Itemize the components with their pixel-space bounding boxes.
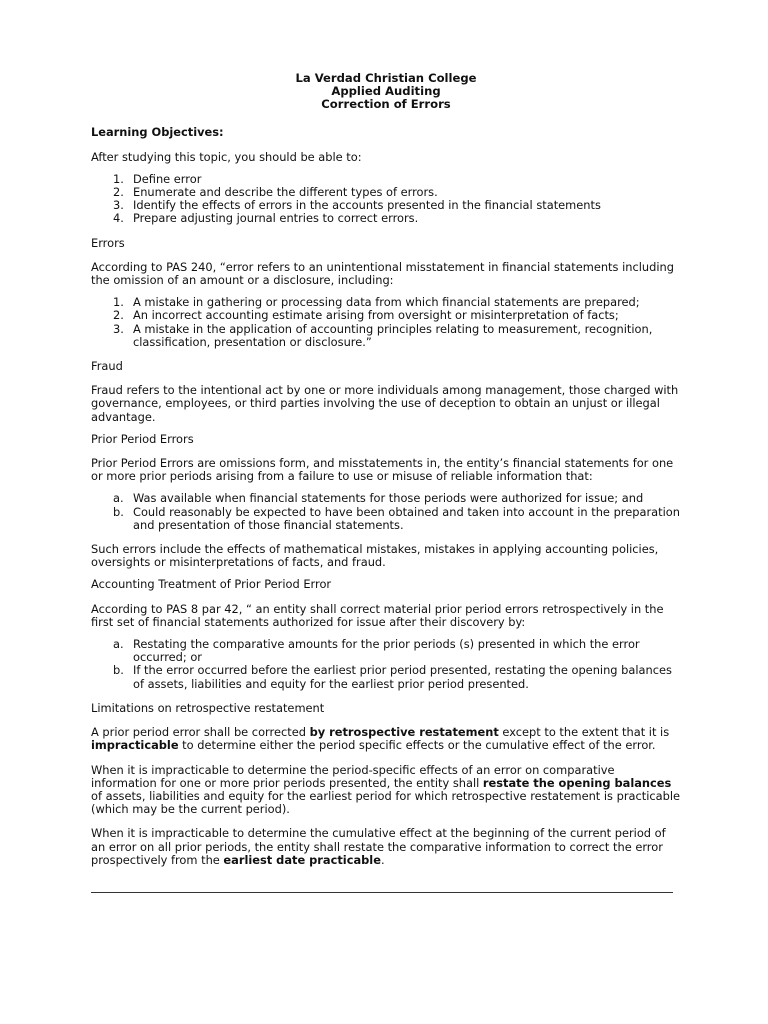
errors-paragraph: According to PAS 240, “error refers to an unintentional misstatement in financial statements including the omission of an amount or a disclosure, including: [91, 259, 674, 288]
list-item: 2. Enumerate and describe the different types of errors. [113, 185, 438, 199]
prior-paragraph-2: Such errors include the effects of mathematical mistakes, mistakes in applying accounting policies, oversights or misinterpretations of facts, and fraud. [91, 542, 659, 570]
prior-heading: Prior Period Errors [91, 431, 194, 446]
treatment-heading: Accounting Treatment of Prior Period Error [91, 577, 332, 592]
prior-paragraph: Prior Period Errors are omissions form, and misstatements in, the entity’s financial statements for one or more prior periods arising from a failure to use or misuse of reliable information that: [91, 456, 674, 484]
list-item: 1. Define error [113, 171, 202, 186]
limitations-paragraph-3: When it is impracticable to determine the cumulative effect at the beginning of the current period of an error on all prior periods, the entity shall restate the comparative information to correct the error prospectively from the earliest date practicable. [91, 826, 666, 867]
list-item: a. Restating the comparative amounts for the prior periods (s) presented in which the error occurred; or [113, 637, 640, 665]
fraud-paragraph: Fraud refers to the intentional act by one or more individuals among management, those charged with governance, employees, or third parties involving the use of deception to obtain an unjust or illegal advantage. [91, 383, 679, 424]
fraud-heading: Fraud [91, 359, 123, 374]
list-item: 3. A mistake in the application of accounting principles relating to measurement, recognition, classification, presentation or disclosure.” [113, 321, 653, 349]
document-body [91, 72, 681, 893]
list-item: 2. An incorrect accounting estimate arising from oversight or misinterpretation of facts; [113, 308, 619, 323]
limitations-heading: Limitations on retrospective restatement [91, 700, 325, 715]
errors-heading: Errors [91, 235, 125, 250]
list-item: 4. Prepare adjusting journal entries to correct errors. [113, 211, 419, 226]
list-item: 1. A mistake in gathering or processing data from which financial statements are prepared; [113, 295, 640, 310]
prior-list [91, 492, 681, 532]
objectives-intro: After studying this topic, you should be able to: [91, 149, 362, 164]
topic-title: Correction of Errors [321, 96, 451, 111]
treatment-list [91, 638, 681, 691]
objectives-heading: Learning Objectives: [91, 125, 224, 140]
end-divider [91, 878, 673, 893]
list-item: a. Was available when financial statements for those periods were authorized for issue; and [113, 491, 644, 506]
college-name: La Verdad Christian College [295, 71, 477, 85]
treatment-paragraph: According to PAS 8 par 42, “ an entity shall correct material prior period errors retrospectively in the first set of financial statements authorized for issue after their discovery by: [91, 601, 664, 629]
list-item: b. Could reasonably be expected to have been obtained and taken into account in the preparation and presentation of those financial statements. [113, 504, 680, 532]
list-item: b. If the error occurred before the earliest prior period presented, restating the opening balances of assets, liabilities and equity for the earliest prior period presented. [113, 663, 672, 691]
errors-list [91, 296, 681, 349]
objectives-list [91, 173, 681, 226]
limitations-paragraph-2: When it is impracticable to determine the period-specific effects of an error on comparative information for one or more prior periods presented, the entity shall restate the opening balances of assets, liabilities and equity for the earliest period for which retrospective restatement is practicable (which may be the current period). [91, 762, 681, 817]
list-item: 3. Identify the effects of errors in the accounts presented in the financial statements [113, 198, 601, 213]
limitations-paragraph-1: A prior period error shall be corrected by retrospective restatement except to the extent that it is impracticable to determine either the period specific effects or the cumulative effect of the error. [91, 725, 670, 753]
course-title: Applied Auditing [331, 83, 441, 98]
